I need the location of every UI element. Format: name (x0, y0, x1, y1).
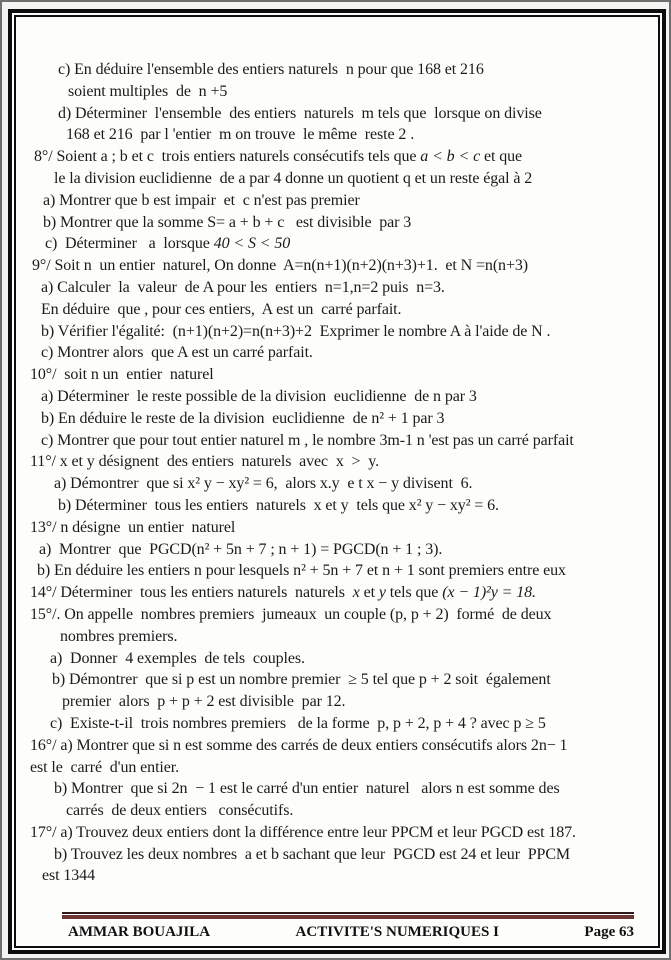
text-segment: (x − 1)²y = 18. (442, 584, 536, 602)
text-segment: b) Trouvez les deux nombres a et b sachant que leur PGCD est 24 et leur PPCM (54, 845, 571, 863)
text-line (30, 190, 652, 212)
text-segment: et (359, 584, 379, 602)
text-line (30, 81, 652, 103)
text-segment: c) Déterminer a lorsque (45, 235, 214, 253)
text-segment: 8°/ Soient a ; b et c trois entiers naturels consécutifs tels que (34, 148, 421, 166)
text-segment: est le carré d'un entier. (30, 758, 180, 776)
footer-author: AMMAR BOUAJILA (68, 924, 211, 940)
text-line (30, 539, 652, 561)
text-line (30, 408, 652, 430)
footer-rule (62, 912, 634, 921)
text-segment: b) Démontrer que si p est un nombre premier ≥ 5 tel que p + 2 soit également (52, 671, 551, 689)
text-segment: carrés de deux entiers consécutifs. (66, 802, 294, 820)
text-line (30, 822, 652, 844)
text-line (30, 146, 652, 168)
text-segment: a) Montrer que b est impair et c n'est pas premier (43, 191, 360, 209)
text-line (30, 473, 652, 495)
text-segment: 11°/ x et y désignent des entiers naturels avec x > y. (30, 453, 380, 471)
text-segment: est 1344 (42, 867, 95, 885)
text-line (30, 168, 652, 190)
text-line (30, 299, 652, 321)
text-segment: c) Montrer que pour tout entier naturel m , le nombre 3m-1 n 'est pas un carré parfait (41, 431, 574, 449)
footer-title: ACTIVITE'S NUMERIQUES I (295, 924, 499, 940)
text-segment: b) En déduire le reste de la division euclidienne de n² + 1 par 3 (41, 409, 445, 427)
text-line (30, 604, 652, 626)
text-line (30, 778, 652, 800)
text-line (30, 582, 652, 604)
text-line (30, 757, 652, 779)
text-segment: le la division euclidienne de a par 4 donne un quotient q et un reste égal à 2 (54, 169, 533, 187)
text-segment: b) Vérifier l'égalité: (n+1)(n+2)=n(n+3)+2 Exprimer le nombre A à l'aide de N . (41, 322, 551, 340)
text-line (30, 800, 652, 822)
text-line (30, 669, 652, 691)
text-line (30, 451, 652, 473)
text-segment: 40 < S < 50 (213, 235, 291, 253)
text-segment: b) En déduire les entiers n pour lesquels n² + 5n + 7 et n + 1 sont premiers entre eux (37, 562, 566, 580)
text-segment: a < b < c (420, 148, 481, 166)
footer-page-number: Page 63 (584, 924, 634, 940)
text-line (30, 626, 652, 648)
text-segment: 17°/ a) Trouvez deux entiers dont la différence entre leur PPCM et leur PGCD est 187. (30, 823, 576, 841)
text-segment: c) Montrer alors que A est un carré parfait. (41, 344, 313, 362)
text-segment: 16°/ a) Montrer que si n est somme des carrés de deux entiers consécutifs alors 2n− 1 (30, 736, 568, 754)
text-segment: soient multiples de n +5 (68, 82, 228, 100)
text-line (30, 364, 652, 386)
text-segment: premier alors p + p + 2 est divisible par 12. (62, 693, 346, 711)
text-line (30, 103, 652, 125)
text-line (30, 321, 652, 343)
text-segment: 14°/ Déterminer tous les entiers naturels naturels (30, 584, 353, 602)
text-segment: a) Calculer la valeur de A pour les entiers n=1,n=2 puis n=3. (41, 278, 445, 296)
footer-row (30, 924, 652, 944)
text-segment: c) En déduire l'ensemble des entiers naturels n pour que 168 et 216 (58, 61, 484, 78)
text-segment: b) Montrer que la somme S= a + b + c est divisible par 3 (43, 213, 412, 231)
text-segment: tels que (385, 584, 443, 602)
text-segment: a) Démontrer que si x² y − xy² = 6, alors x.y e t x − y divisent 6. (54, 475, 473, 493)
page-border-outer (8, 9, 666, 954)
text-segment: b) Déterminer tous les entiers naturels x et y tels que x² y − xy² = 6. (58, 496, 499, 514)
text-line (30, 255, 652, 277)
text-segment: 10°/ soit n un entier naturel (30, 366, 214, 384)
text-line (30, 517, 652, 539)
text-segment: En déduire que , pour ces entiers, A est un carré parfait. (41, 300, 402, 318)
page-footer (30, 912, 652, 944)
text-line (30, 865, 652, 887)
text-line (30, 713, 652, 735)
document-body (30, 59, 652, 887)
text-line (30, 844, 652, 866)
text-segment: a) Déterminer le reste possible de la division euclidienne de n par 3 (41, 387, 477, 405)
text-line (30, 648, 652, 670)
text-line (30, 560, 652, 582)
text-line (30, 342, 652, 364)
text-line (30, 124, 652, 146)
text-segment: 168 et 216 par l 'entier m on trouve le même reste 2 . (66, 126, 415, 144)
text-line (30, 233, 652, 255)
text-segment: y (378, 584, 386, 602)
text-line (30, 212, 652, 234)
text-segment: 15°/. On appelle nombres premiers jumeaux un couple (p, p + 2) formé de deux (30, 605, 552, 623)
text-line (30, 430, 652, 452)
text-line (30, 691, 652, 713)
text-segment: et que (480, 148, 523, 166)
text-segment: c) Existe-t-il trois nombres premiers de la forme p, p + 2, p + 4 ? avec p ≥ 5 (50, 714, 546, 732)
text-line (30, 386, 652, 408)
text-segment: 13°/ n désigne un entier naturel (30, 518, 236, 536)
page-border-inner (14, 15, 660, 948)
text-segment: nombres premiers. (60, 627, 178, 645)
text-segment: b) Montrer que si 2n − 1 est le carré d'un entier naturel alors n est somme des (54, 780, 560, 798)
text-segment: x (352, 584, 360, 602)
text-line (30, 495, 652, 517)
text-segment: 9°/ Soit n un entier naturel, On donne A=n(n+1)(n+2)(n+3)+1. et N =n(n+3) (32, 257, 528, 275)
text-segment: a) Donner 4 exemples de tels couples. (50, 649, 305, 667)
text-line (30, 277, 652, 299)
text-segment: a) Montrer que PGCD(n² + 5n + 7 ; n + 1) = PGCD(n + 1 ; 3). (39, 540, 443, 558)
text-line (30, 735, 652, 757)
text-line (30, 59, 652, 81)
text-segment: d) Déterminer l'ensemble des entiers naturels m tels que lorsque on divise (58, 104, 542, 122)
